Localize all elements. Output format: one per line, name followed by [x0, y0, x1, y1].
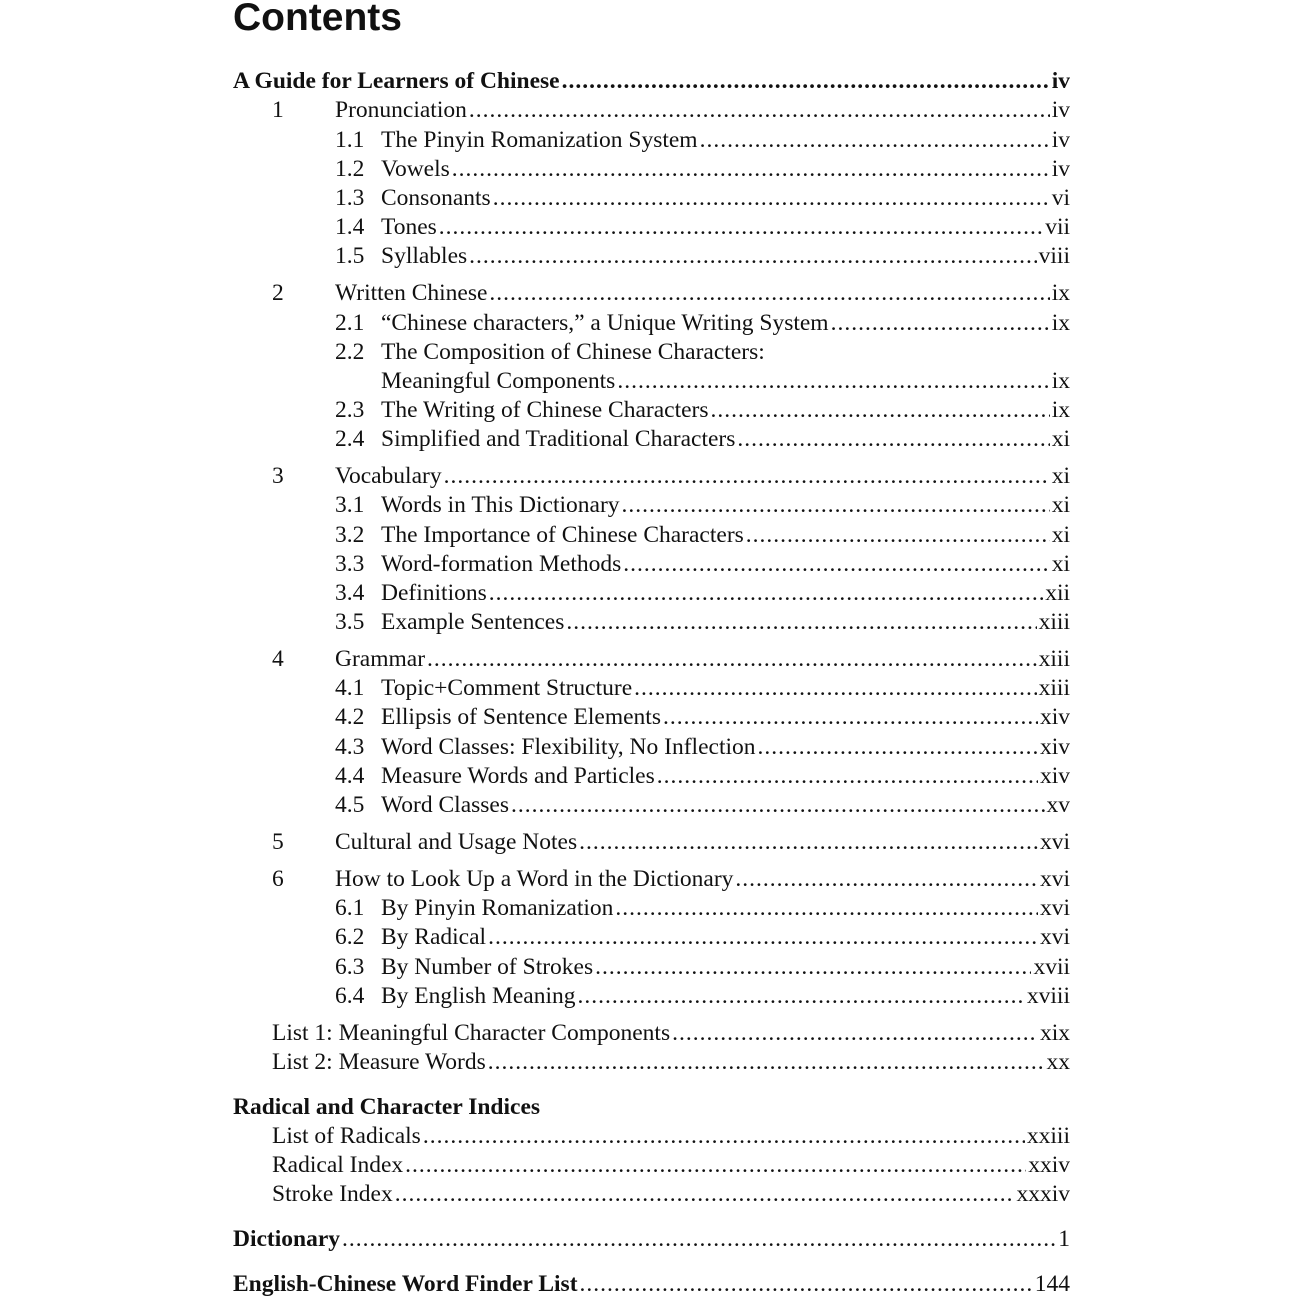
toc-section-number: 6.4 — [335, 983, 365, 1009]
dot-leader — [711, 396, 1050, 424]
toc-index-radical[interactable] — [0, 1151, 1304, 1179]
toc-section-label: Words in This Dictionary — [381, 492, 620, 518]
toc-page-number: xx — [1046, 1049, 1070, 1075]
toc-page-number: vii — [1045, 214, 1070, 240]
toc-chapter-5[interactable] — [0, 828, 1304, 856]
toc-chapter-number: 1 — [272, 97, 284, 123]
toc-part-indices[interactable] — [0, 1093, 1304, 1121]
toc-page-number: xviii — [1026, 983, 1070, 1009]
toc-page-number: ix — [1051, 310, 1070, 336]
toc-section-label: The Composition of Chinese Characters: — [381, 339, 765, 365]
toc-page-number: ix — [1051, 280, 1070, 306]
dot-leader — [489, 279, 1049, 307]
toc-page-number: xiii — [1038, 646, 1070, 672]
dot-leader — [578, 982, 1025, 1010]
toc-section-number: 6.3 — [335, 954, 365, 980]
toc-section-label: Example Sentences — [381, 609, 565, 635]
toc-chapter-label: Grammar — [335, 646, 426, 672]
dot-leader — [423, 1122, 1025, 1150]
toc-section-number: 1.4 — [335, 214, 365, 240]
dot-leader — [634, 674, 1037, 702]
toc-section-6-3[interactable] — [0, 953, 1304, 981]
toc-chapter-4[interactable] — [0, 645, 1304, 673]
toc-page-number: 1 — [1058, 1226, 1070, 1252]
toc-section-number: 4.3 — [335, 734, 365, 760]
dot-leader — [488, 1048, 1045, 1076]
toc-section-number: 1.3 — [335, 185, 365, 211]
toc-chapter-label: Vocabulary — [335, 463, 442, 489]
toc-page-number: xvii — [1033, 954, 1070, 980]
toc-part-word-finder[interactable] — [0, 1270, 1304, 1298]
dot-leader — [562, 67, 1050, 95]
dot-leader — [758, 733, 1038, 761]
dot-leader — [617, 367, 1049, 395]
toc-section-number: 3.5 — [335, 609, 365, 635]
toc-list-label: List 2: Measure Words — [272, 1049, 486, 1075]
toc-section-label: The Pinyin Romanization System — [381, 127, 698, 153]
dot-leader — [489, 579, 1043, 607]
toc-section-2-4[interactable] — [0, 425, 1304, 453]
toc-page-number: xxxiv — [1016, 1181, 1070, 1207]
toc-section-number: 4.4 — [335, 763, 365, 789]
dot-leader — [342, 1225, 1056, 1253]
toc-section-label: By Number of Strokes — [381, 954, 594, 980]
page-title: Contents — [233, 0, 402, 39]
toc-section-label: By Pinyin Romanization — [381, 895, 614, 921]
dot-leader — [427, 645, 1037, 673]
toc-section-label: Word-formation Methods — [381, 551, 622, 577]
toc-page-number: xiv — [1039, 763, 1070, 789]
toc-page-number: iv — [1051, 97, 1070, 123]
dot-leader — [657, 762, 1038, 790]
toc-page-number: xvi — [1039, 829, 1070, 855]
toc-section-number: 3.2 — [335, 522, 365, 548]
dot-leader — [444, 462, 1050, 490]
toc-page-number: iv — [1051, 156, 1070, 182]
dot-leader — [405, 1151, 1026, 1179]
dot-leader — [511, 791, 1045, 819]
dot-leader — [595, 953, 1031, 981]
toc-list-2[interactable] — [0, 1048, 1304, 1076]
toc-page-number: xvi — [1039, 866, 1070, 892]
toc-page-number: xi — [1051, 492, 1070, 518]
toc-page-number: xii — [1045, 580, 1070, 606]
toc-chapter-label: Pronunciation — [335, 97, 467, 123]
toc-section-number: 6.1 — [335, 895, 365, 921]
toc-page-number: viii — [1038, 243, 1070, 269]
toc-section-label: Word Classes — [381, 792, 509, 818]
toc-page-number: xv — [1046, 792, 1070, 818]
toc-chapter-label: Written Chinese — [335, 280, 488, 306]
toc-section-label: Vowels — [381, 156, 450, 182]
toc-page-number: vi — [1051, 185, 1070, 211]
toc-section-6-4[interactable] — [0, 982, 1304, 1010]
toc-page-number: xi — [1051, 426, 1070, 452]
toc-page-number: xiii — [1038, 675, 1070, 701]
toc-chapter-number: 2 — [272, 280, 284, 306]
toc-page-number: xxiv — [1028, 1152, 1070, 1178]
toc-section-label: By English Meaning — [381, 983, 576, 1009]
toc-section-2-2[interactable] — [0, 338, 1304, 366]
toc-section-number: 1.2 — [335, 156, 365, 182]
dot-leader — [439, 213, 1043, 241]
toc-part-dictionary[interactable] — [0, 1225, 1304, 1253]
toc-section-2-1[interactable] — [0, 309, 1304, 337]
toc-section-number: 3.1 — [335, 492, 365, 518]
toc-section-number: 2.2 — [335, 339, 365, 365]
toc-index-label: Radical Index — [272, 1152, 404, 1178]
dot-leader — [469, 96, 1050, 124]
toc-section-label: Ellipsis of Sentence Elements — [381, 704, 661, 730]
toc-page-number: xvi — [1039, 924, 1070, 950]
toc-chapter-2[interactable] — [0, 279, 1304, 307]
dot-leader — [700, 126, 1050, 154]
toc-page-number: xi — [1051, 463, 1070, 489]
toc-section-2-2-continued[interactable] — [0, 367, 1304, 395]
dot-leader — [622, 491, 1050, 519]
dot-leader — [580, 1270, 1033, 1298]
dot-leader — [623, 550, 1049, 578]
toc-section-number: 2.3 — [335, 397, 365, 423]
toc-index-label: List of Radicals — [272, 1123, 421, 1149]
toc-section-label: Word Classes: Flexibility, No Inflection — [381, 734, 756, 760]
toc-section-6-2[interactable] — [0, 923, 1304, 951]
toc-chapter-number: 5 — [272, 829, 284, 855]
dot-leader — [579, 828, 1038, 856]
toc-section-2-3[interactable] — [0, 396, 1304, 424]
toc-section-4-1[interactable] — [0, 674, 1304, 702]
toc-section-3-4[interactable] — [0, 579, 1304, 607]
toc-section-1-3[interactable] — [0, 184, 1304, 212]
toc-list-label: List 1: Meaningful Character Components — [272, 1020, 671, 1046]
toc-section-label: The Writing of Chinese Characters — [381, 397, 709, 423]
toc-section-number: 4.2 — [335, 704, 365, 730]
toc-list-1[interactable] — [0, 1019, 1304, 1047]
dot-leader — [663, 703, 1038, 731]
toc-page-number: xiii — [1038, 609, 1070, 635]
toc-chapter-number: 4 — [272, 646, 284, 672]
toc-section-label: Topic+Comment Structure — [381, 675, 633, 701]
toc-part-label: English-Chinese Word Finder List — [233, 1271, 578, 1297]
toc-part-label: Dictionary — [233, 1226, 341, 1252]
toc-page-number: iv — [1051, 127, 1070, 153]
toc-chapter-label: Cultural and Usage Notes — [335, 829, 578, 855]
dot-leader — [615, 894, 1038, 922]
toc-index-stroke[interactable] — [0, 1180, 1304, 1208]
toc-section-4-3[interactable] — [0, 733, 1304, 761]
toc-index-label: Stroke Index — [272, 1181, 393, 1207]
toc-section-number: 1.5 — [335, 243, 365, 269]
toc-section-number: 2.1 — [335, 310, 365, 336]
toc-section-1-2[interactable] — [0, 155, 1304, 183]
toc-section-3-3[interactable] — [0, 550, 1304, 578]
dot-leader — [493, 184, 1050, 212]
toc-section-label: Consonants — [381, 185, 491, 211]
toc-section-label-continued: Meaningful Components — [381, 368, 616, 394]
toc-section-label: Tones — [381, 214, 437, 240]
toc-section-label: By Radical — [381, 924, 487, 950]
toc-page-number: xvi — [1039, 895, 1070, 921]
toc-section-1-5[interactable] — [0, 242, 1304, 270]
toc-section-number: 6.2 — [335, 924, 365, 950]
toc-section-number: 4.1 — [335, 675, 365, 701]
toc-page-number: xiv — [1039, 704, 1070, 730]
dot-leader — [737, 425, 1049, 453]
toc-page-number: ix — [1051, 397, 1070, 423]
toc-page-number: xix — [1039, 1020, 1070, 1046]
toc-section-label: The Importance of Chinese Characters — [381, 522, 744, 548]
toc-section-number: 2.4 — [335, 426, 365, 452]
toc-chapter-number: 3 — [272, 463, 284, 489]
dot-leader — [746, 521, 1050, 549]
toc-section-4-2[interactable] — [0, 703, 1304, 731]
toc-part-guide[interactable] — [0, 67, 1304, 95]
toc-section-3-2[interactable] — [0, 521, 1304, 549]
toc-page-number: ix — [1051, 368, 1070, 394]
toc-section-1-4[interactable] — [0, 213, 1304, 241]
toc-section-4-5[interactable] — [0, 791, 1304, 819]
dot-leader — [831, 309, 1050, 337]
toc-section-4-4[interactable] — [0, 762, 1304, 790]
toc-section-number: 4.5 — [335, 792, 365, 818]
toc-page-number: xi — [1051, 522, 1070, 548]
toc-index-radicals-list[interactable] — [0, 1122, 1304, 1150]
toc-section-1-1[interactable] — [0, 126, 1304, 154]
toc-section-label: Definitions — [381, 580, 487, 606]
toc-section-number: 1.1 — [335, 127, 365, 153]
dot-leader — [672, 1019, 1038, 1047]
toc-chapter-label: How to Look Up a Word in the Dictionary — [335, 866, 734, 892]
toc-page-number: xxiii — [1026, 1123, 1070, 1149]
toc-page-number: xi — [1051, 551, 1070, 577]
toc-section-number: 3.3 — [335, 551, 365, 577]
toc-page-number: iv — [1051, 68, 1070, 94]
toc-chapter-number: 6 — [272, 866, 284, 892]
toc-section-number: 3.4 — [335, 580, 365, 606]
toc-section-6-1[interactable] — [0, 894, 1304, 922]
toc-part-label: Radical and Character Indices — [233, 1094, 541, 1120]
toc-section-label: “Chinese characters,” a Unique Writing System — [381, 310, 829, 336]
toc-page-number: xiv — [1039, 734, 1070, 760]
dot-leader — [488, 923, 1038, 951]
dot-leader — [735, 865, 1038, 893]
toc-page-number: 144 — [1034, 1271, 1070, 1297]
toc-section-label: Simplified and Traditional Characters — [381, 426, 736, 452]
toc-chapter-3[interactable] — [0, 462, 1304, 490]
dot-leader — [469, 242, 1036, 270]
toc-section-3-5[interactable] — [0, 608, 1304, 636]
toc-chapter-1[interactable] — [0, 96, 1304, 124]
toc-section-label: Measure Words and Particles — [381, 763, 655, 789]
dot-leader — [395, 1180, 1015, 1208]
toc-section-label: Syllables — [381, 243, 468, 269]
toc-section-3-1[interactable] — [0, 491, 1304, 519]
dot-leader — [452, 155, 1050, 183]
dot-leader — [566, 608, 1036, 636]
toc-part-label: A Guide for Learners of Chinese — [233, 68, 560, 94]
toc-chapter-6[interactable] — [0, 865, 1304, 893]
